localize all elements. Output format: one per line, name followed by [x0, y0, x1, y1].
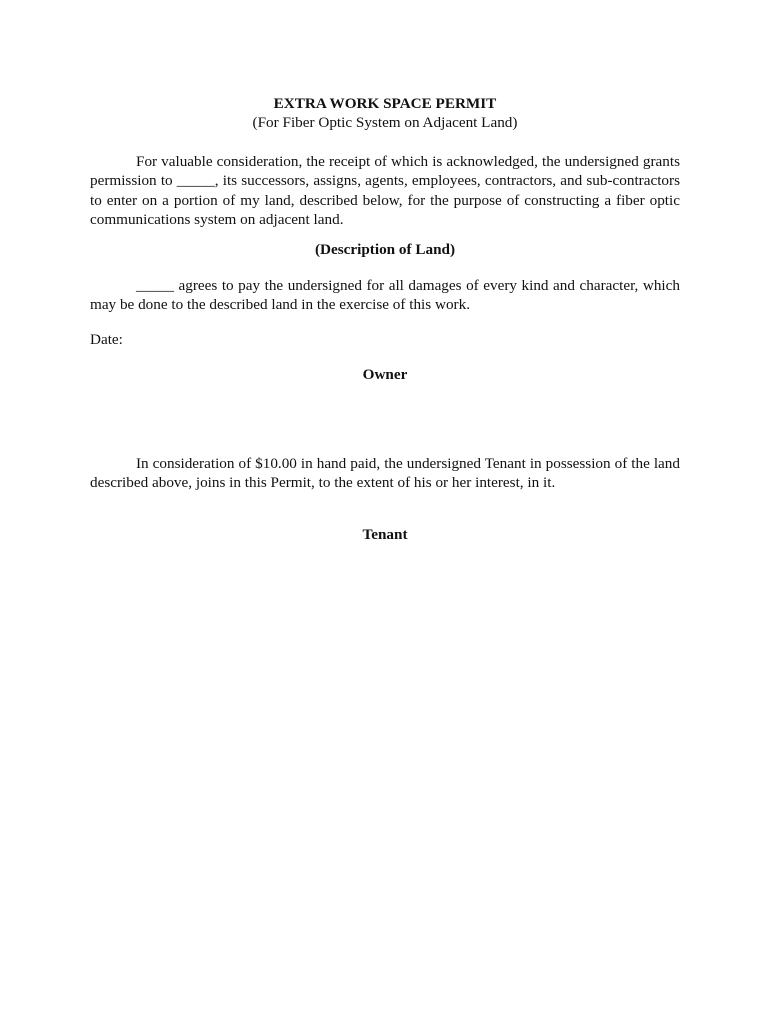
- grant-paragraph: For valuable consideration, the receipt of which is acknowledged, the undersigned grants permission to _____, its successors, assigns, agents, employees, contractors, and sub-contractors to enter on a portion of my land, described below, for the purpose of constructing a fiber optic communications system on adjacent land.: [90, 153, 680, 229]
- damages-paragraph-block: [90, 276, 680, 315]
- document-subtitle: (For Fiber Optic System on Adjacent Land): [252, 114, 518, 131]
- description-of-land-heading: (Description of Land): [314, 241, 456, 258]
- grant-paragraph-block: [90, 152, 680, 230]
- date-label: Date:: [90, 331, 123, 348]
- tenant-paragraph: In consideration of $10.00 in hand paid, the undersigned Tenant in possession of the land described above, joins in this Permit, to the extent of his or her interest, in it.: [90, 455, 680, 492]
- damages-paragraph: _____ agrees to pay the undersigned for all damages of every kind and character, which may be done to the described land in the exercise of this work.: [90, 277, 680, 314]
- tenant-paragraph-block: [90, 454, 680, 493]
- owner-signature-label: Owner: [362, 366, 408, 383]
- tenant-signature-label: Tenant: [362, 526, 408, 543]
- document-title: EXTRA WORK SPACE PERMIT: [273, 95, 497, 112]
